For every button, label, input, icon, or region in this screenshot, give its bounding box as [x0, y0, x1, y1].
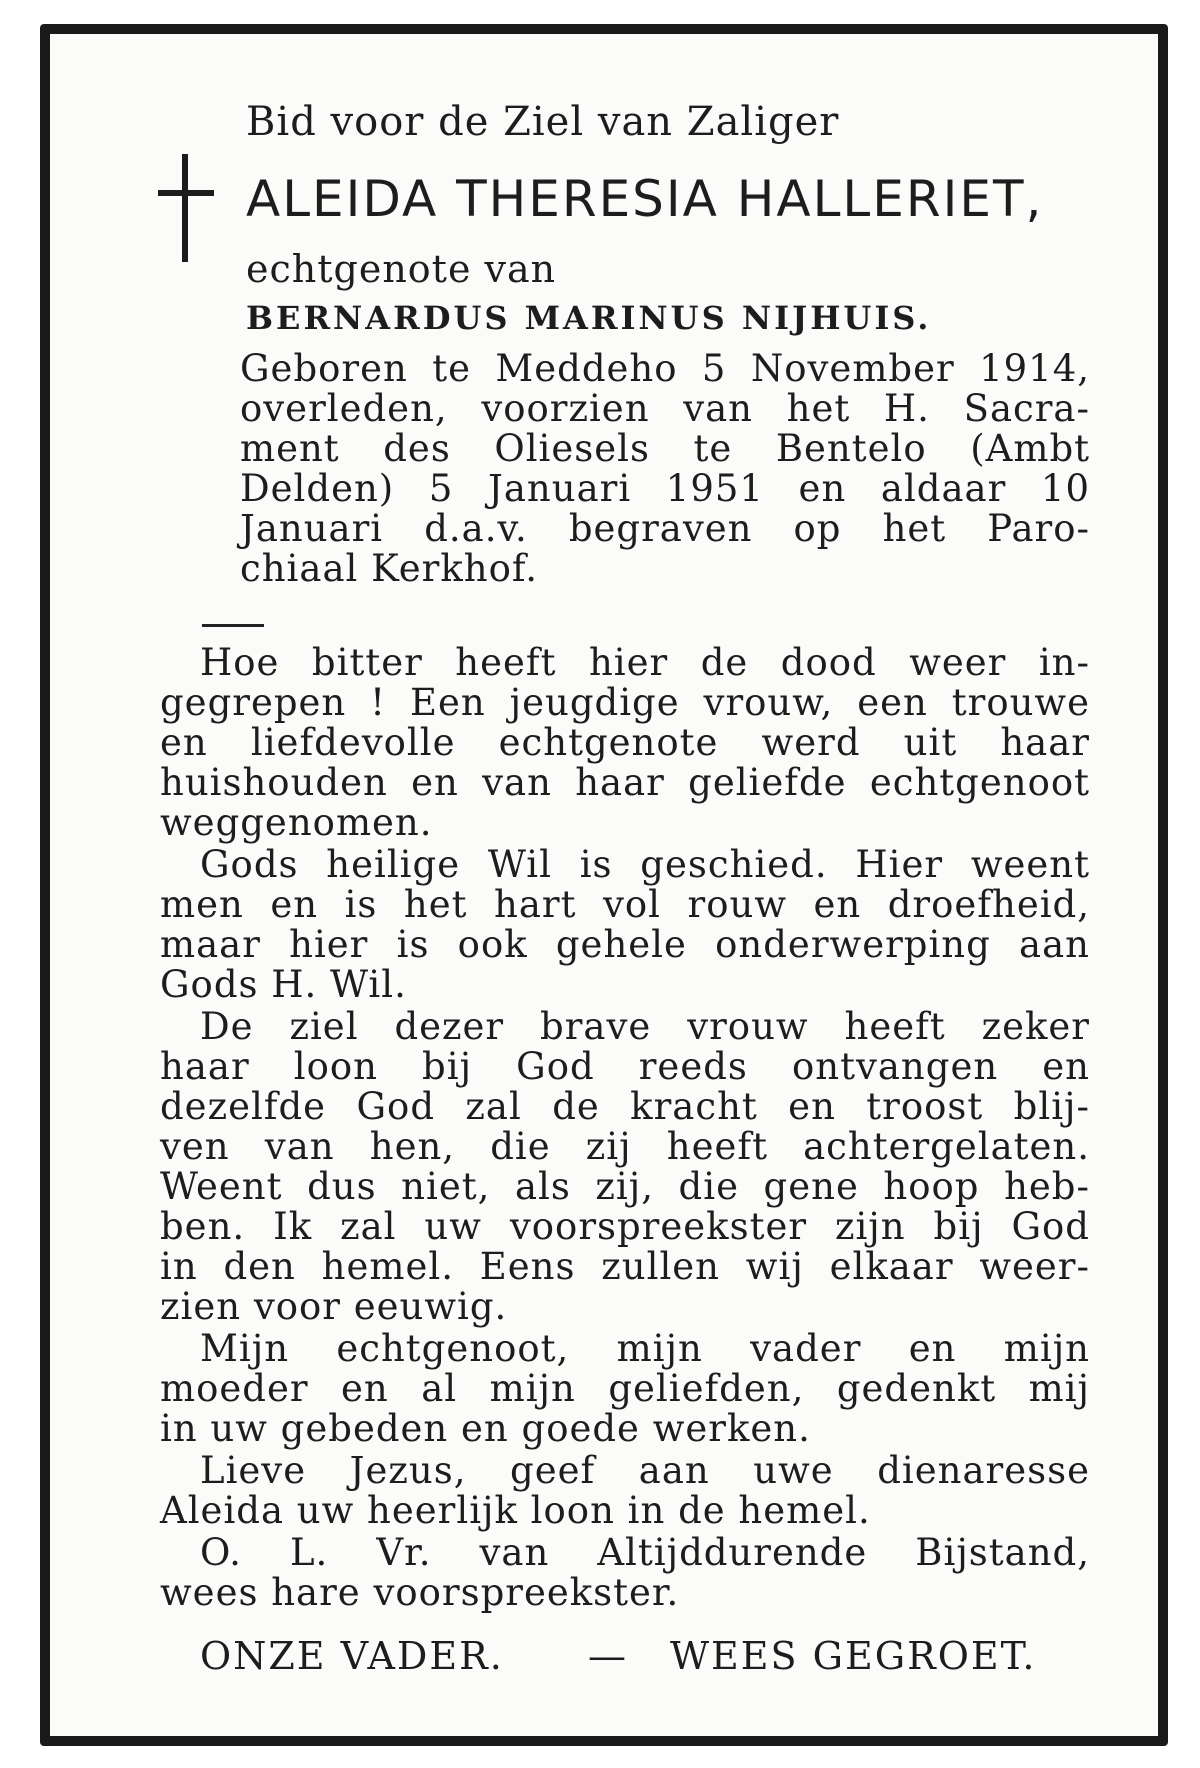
body-line: weggenomen.	[160, 801, 433, 844]
spouse-name: BERNARDUS MARINUS NIJHUIS.	[246, 299, 932, 337]
memorial-card	[40, 24, 1168, 1746]
body-line: Aleida uw heerlijk loon in de hemel.	[160, 1489, 871, 1532]
body-line: Weent dus niet, als zij, die gene hoop heb-	[160, 1165, 1090, 1208]
body-line: Gods H. Wil.	[160, 963, 407, 1006]
body-line: De ziel dezer brave vrouw heeft zeker	[200, 1005, 1090, 1048]
spouse-intro: echtgenote van	[246, 247, 557, 291]
body-line: ven van hen, die zij heeft achtergelaten.	[160, 1125, 1090, 1168]
closing-prayer-hail-mary: WEES GEGROET.	[670, 1634, 1037, 1678]
bio-line: Delden) 5 Januari 1951 en aldaar 10	[240, 467, 1090, 510]
body-line: ben. Ik zal uw voorspreekster zijn bij God	[160, 1205, 1090, 1248]
body-line: moeder en al mijn geliefden, gedenkt mij	[160, 1367, 1090, 1410]
body-line: Lieve Jezus, geef aan uwe dienaresse	[200, 1449, 1090, 1492]
section-divider	[202, 624, 264, 627]
deceased-name: ALEIDA THERESIA HALLERIET,	[246, 170, 1044, 228]
cross-icon	[158, 154, 214, 264]
body-line: O. L. Vr. van Altijddurende Bijstand,	[200, 1531, 1090, 1574]
prayer-header: Bid voor de Ziel van Zaliger	[246, 99, 840, 145]
body-line: in den hemel. Eens zullen wij elkaar weer-	[160, 1245, 1090, 1288]
bio-line: chiaal Kerkhof.	[240, 547, 538, 590]
body-line: maar hier is ook gehele onderwerping aan	[160, 923, 1090, 966]
body-line: gegrepen ! Een jeugdige vrouw, een trouwe	[160, 681, 1090, 724]
closing-dash: —	[588, 1634, 628, 1678]
body-line: haar loon bij God reeds ontvangen en	[160, 1045, 1090, 1088]
bio-line: Januari d.a.v. begraven op het Paro-	[240, 507, 1090, 550]
bio-line: overleden, voorzien van het H. Sacra-	[240, 387, 1090, 430]
body-line: Hoe bitter heeft hier de dood weer in-	[200, 641, 1090, 684]
body-line: men en is het hart vol rouw en droefheid,	[160, 883, 1090, 926]
card-content	[50, 34, 1158, 1736]
body-line: Mijn echtgenoot, mijn vader en mijn	[200, 1327, 1090, 1370]
body-line: dezelfde God zal de kracht en troost blij-	[160, 1085, 1090, 1128]
body-line: en liefdevolle echtgenote werd uit haar	[160, 721, 1090, 764]
body-line: Gods heilige Wil is geschied. Hier weent	[200, 843, 1090, 886]
body-line: wees hare voorspreekster.	[160, 1571, 680, 1614]
body-line: in uw gebeden en goede werken.	[160, 1407, 811, 1450]
body-line: zien voor eeuwig.	[160, 1285, 508, 1328]
bio-line: Geboren te Meddeho 5 November 1914,	[240, 347, 1090, 390]
bio-line: ment des Oliesels te Bentelo (Ambt	[240, 427, 1090, 470]
body-line: huishouden en van haar geliefde echtgenoot	[160, 761, 1090, 804]
closing-prayer-our-father: ONZE VADER.	[200, 1634, 504, 1678]
